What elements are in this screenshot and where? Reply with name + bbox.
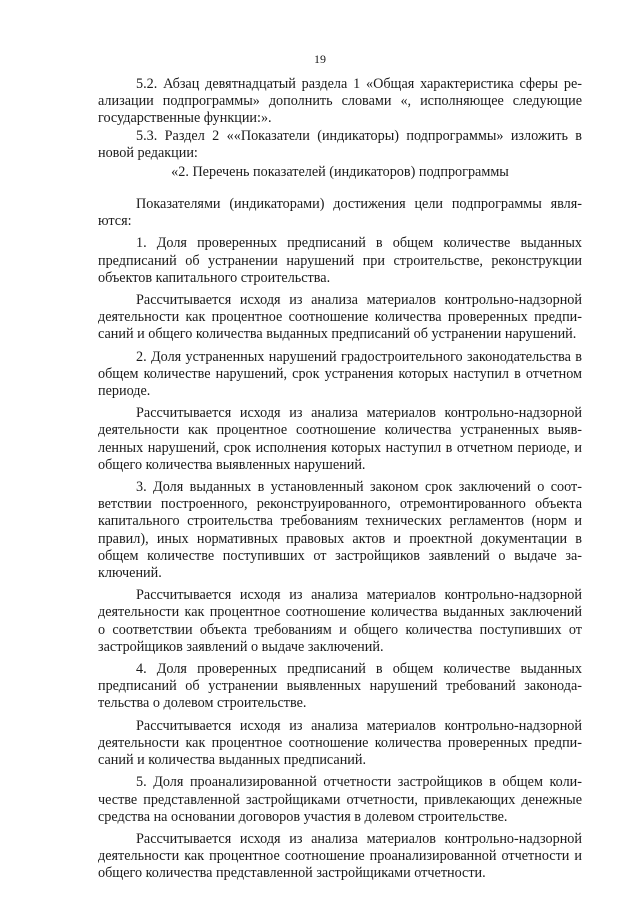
indicators-block	[98, 196, 582, 883]
calculation-5: Рассчитывается исходя из анализа материалов контрольно-надзорной деятельности как процентное соотношение проанализированной отчетности и общего количества представленной застройщиками отчетности.	[98, 830, 582, 882]
calculation-3: Рассчитывается исходя из анализа материалов контрольно-надзорной деятельности как процентное соотношение количества выданных заключений о соответствии объекта требованиям и общего количества поступивших от застройщиков заявлений о выдаче заключений.	[98, 587, 582, 655]
indicator-1: 1. Доля проверенных предписаний в общем количестве выданных предписаний об устранении нарушений при строительстве, реконструкции объектов капитального строительства.	[98, 235, 582, 286]
amendment-5-2: 5.2. Абзац девятнадцатый раздела 1 «Общая характеристика сферы реализации подпрограммы» дополнить словами «, исполняющее следующие государственные функции:».	[98, 76, 582, 127]
page-number: 19	[314, 52, 326, 66]
calculation-2: Рассчитывается исходя из анализа материалов контрольно-надзорной деятельности как процентное соотношение количества устраненных выявленных нарушений, срок исполнения которых наступил в отчетном периоде, и общего количества выявленных нарушений.	[98, 405, 582, 473]
amendments-block	[98, 76, 582, 181]
indicator-5: 5. Доля проанализированной отчетности застройщиков в общем количестве представленной застройщиками отчетности, привлекающих денежные средства на основании договоров участия в долевом строительстве.	[98, 774, 582, 825]
amendment-5-3: 5.3. Раздел 2 ««Показатели (индикаторы) подпрограммы» изложить в новой редакции:	[98, 127, 582, 161]
intro-paragraph: Показателями (индикаторами) достижения цели подпрограммы являются:	[98, 196, 582, 230]
indicator-3: 3. Доля выданных в установленный законом срок заключений о соответствии построенного, реконструированного, отремонтированного объекта капитального строительства требованиям технических регламентов (норм и правил), иных нормативных правовых актов и проектной документации в общем количестве поступивших от застройщиков заявлений о выдаче заключений.	[98, 479, 582, 582]
indicator-4: 4. Доля проверенных предписаний в общем количестве выданных предписаний об устранении выявленных нарушений требований законодательства о долевом строительстве.	[98, 661, 582, 712]
indicator-2: 2. Доля устраненных нарушений градостроительного законодательства в общем количестве нарушений, срок устранения которых наступил в отчетном периоде.	[98, 348, 582, 400]
calculation-4: Рассчитывается исходя из анализа материалов контрольно-надзорной деятельности как процентное соотношение количества проверенных предписаний и количества выданных предписаний.	[98, 717, 582, 769]
calculation-1: Рассчитывается исходя из анализа материалов контрольно-надзорной деятельности как процентное соотношение количества проверенных предписаний и общего количества выданных предписаний об устранении нарушений.	[98, 292, 582, 343]
section-heading: «2. Перечень показателей (индикаторов) подпрограммы	[171, 164, 509, 181]
